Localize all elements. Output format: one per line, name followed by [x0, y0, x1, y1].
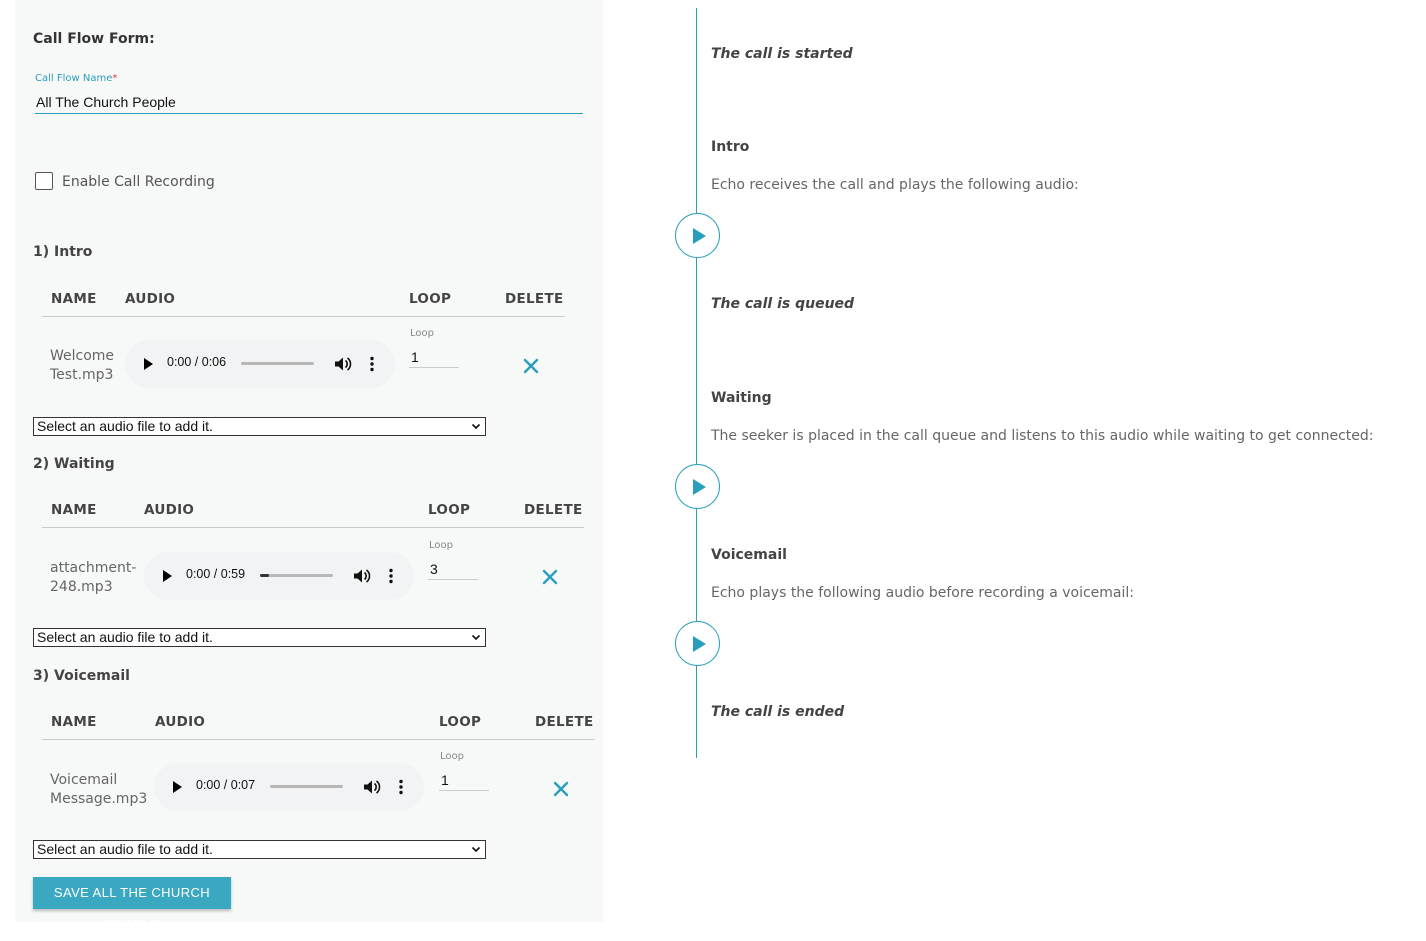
timeline-event-started: The call is started	[711, 46, 853, 62]
waiting-header-audio: AUDIO	[144, 502, 195, 518]
section-title-waiting: 2) Waiting	[33, 456, 115, 472]
timeline-intro-play-button[interactable]	[675, 213, 720, 258]
timeline-event-ended: The call is ended	[711, 704, 845, 720]
waiting-audio-seek-bar[interactable]	[260, 574, 333, 577]
voicemail-file-name-line2: Message.mp3	[50, 791, 148, 807]
more-options-icon[interactable]	[398, 778, 404, 796]
section-title-voicemail: 3) Voicemail	[33, 668, 130, 684]
waiting-header-name: NAME	[51, 502, 97, 518]
intro-header-audio: AUDIO	[125, 291, 176, 307]
voicemail-audio-seek-bar[interactable]	[270, 785, 343, 788]
intro-header-divider	[42, 316, 565, 317]
waiting-add-audio-select[interactable]	[33, 628, 486, 647]
save-button[interactable]: SAVE ALL THE CHURCH PEOPLE	[33, 877, 231, 909]
delete-x-icon[interactable]	[541, 568, 559, 586]
intro-audio-player[interactable]	[125, 340, 395, 388]
voicemail-add-audio-select[interactable]	[33, 840, 486, 859]
required-mark: *	[112, 73, 118, 84]
volume-icon[interactable]	[362, 778, 380, 796]
intro-header-name: NAME	[51, 291, 97, 307]
voicemail-audio-player[interactable]	[154, 763, 424, 811]
waiting-header-delete: DELETE	[524, 502, 583, 518]
intro-audio-time: 0:00 / 0:06	[167, 355, 227, 369]
timeline-step-waiting-title: Waiting	[711, 390, 772, 406]
timeline-waiting-play-button[interactable]	[675, 464, 720, 509]
waiting-audio-time: 0:00 / 0:59	[186, 567, 246, 581]
waiting-audio-player[interactable]	[144, 552, 414, 600]
intro-select-text: Select an audio file to add it.	[37, 418, 213, 434]
voicemail-header-loop: LOOP	[439, 714, 482, 730]
voicemail-header-audio: AUDIO	[155, 714, 206, 730]
call-flow-name-input[interactable]	[35, 90, 583, 114]
voicemail-file-name	[50, 771, 147, 809]
voicemail-header-name: NAME	[51, 714, 97, 730]
voicemail-header-delete: DELETE	[535, 714, 594, 730]
timeline-step-intro-title: Intro	[711, 139, 750, 155]
voicemail-file-name-line1: Voicemail	[50, 772, 118, 788]
voicemail-loop-input[interactable]	[439, 769, 489, 791]
intro-loop-input[interactable]	[409, 346, 459, 368]
enable-recording-checkbox[interactable]	[35, 172, 53, 190]
more-options-icon[interactable]	[369, 355, 375, 373]
intro-file-name-line2: Test.mp3	[50, 367, 114, 383]
play-icon[interactable]	[144, 358, 153, 370]
waiting-file-name-line2: 248.mp3	[50, 579, 113, 595]
chevron-down-icon	[471, 632, 481, 642]
voicemail-header-divider	[42, 739, 595, 740]
intro-header-loop: LOOP	[409, 291, 452, 307]
voicemail-select-text: Select an audio file to add it.	[37, 841, 213, 857]
timeline-step-intro-desc: Echo receives the call and plays the following audio:	[711, 177, 1079, 193]
intro-file-name	[50, 347, 114, 385]
timeline-play-icon	[693, 479, 706, 495]
intro-audio-seek-bar[interactable]	[241, 362, 314, 365]
timeline-play-icon	[693, 636, 706, 652]
more-options-icon[interactable]	[388, 567, 394, 585]
volume-icon[interactable]	[333, 355, 351, 373]
volume-icon[interactable]	[352, 567, 370, 585]
timeline-step-voicemail-desc: Echo plays the following audio before recording a voicemail:	[711, 585, 1134, 601]
timeline-step-voicemail-title: Voicemail	[711, 547, 787, 563]
voicemail-loop-label: Loop	[440, 751, 464, 762]
call-flow-form-panel	[15, 0, 603, 932]
intro-loop-label: Loop	[410, 328, 434, 339]
waiting-select-text: Select an audio file to add it.	[37, 629, 213, 645]
delete-x-icon[interactable]	[552, 780, 570, 798]
voicemail-audio-time: 0:00 / 0:07	[196, 778, 256, 792]
waiting-audio-progress	[260, 574, 269, 577]
timeline-step-waiting-desc: The seeker is placed in the call queue and listens to this audio while waiting to get connected:	[711, 428, 1374, 444]
intro-file-name-line1: Welcome	[50, 348, 115, 364]
delete-x-icon[interactable]	[522, 357, 540, 375]
timeline-event-queued: The call is queued	[711, 296, 855, 312]
section-title-intro: 1) Intro	[33, 244, 93, 260]
intro-add-audio-select[interactable]	[33, 417, 486, 436]
intro-header-delete: DELETE	[505, 291, 564, 307]
timeline-play-icon	[693, 228, 706, 244]
timeline-voicemail-play-button[interactable]	[675, 621, 720, 666]
play-icon[interactable]	[173, 781, 182, 793]
play-icon[interactable]	[163, 570, 172, 582]
chevron-down-icon	[471, 844, 481, 854]
waiting-file-name-line1: attachment-	[50, 560, 137, 576]
waiting-header-divider	[42, 527, 584, 528]
form-title: Call Flow Form:	[33, 31, 155, 47]
waiting-loop-label: Loop	[429, 540, 453, 551]
call-flow-name-label-text: Call Flow Name	[35, 73, 113, 84]
enable-recording-label: Enable Call Recording	[62, 174, 215, 190]
waiting-loop-input[interactable]	[428, 558, 478, 580]
waiting-header-loop: LOOP	[428, 502, 471, 518]
chevron-down-icon	[471, 421, 481, 431]
call-flow-name-label	[35, 73, 117, 84]
waiting-file-name	[50, 559, 136, 597]
